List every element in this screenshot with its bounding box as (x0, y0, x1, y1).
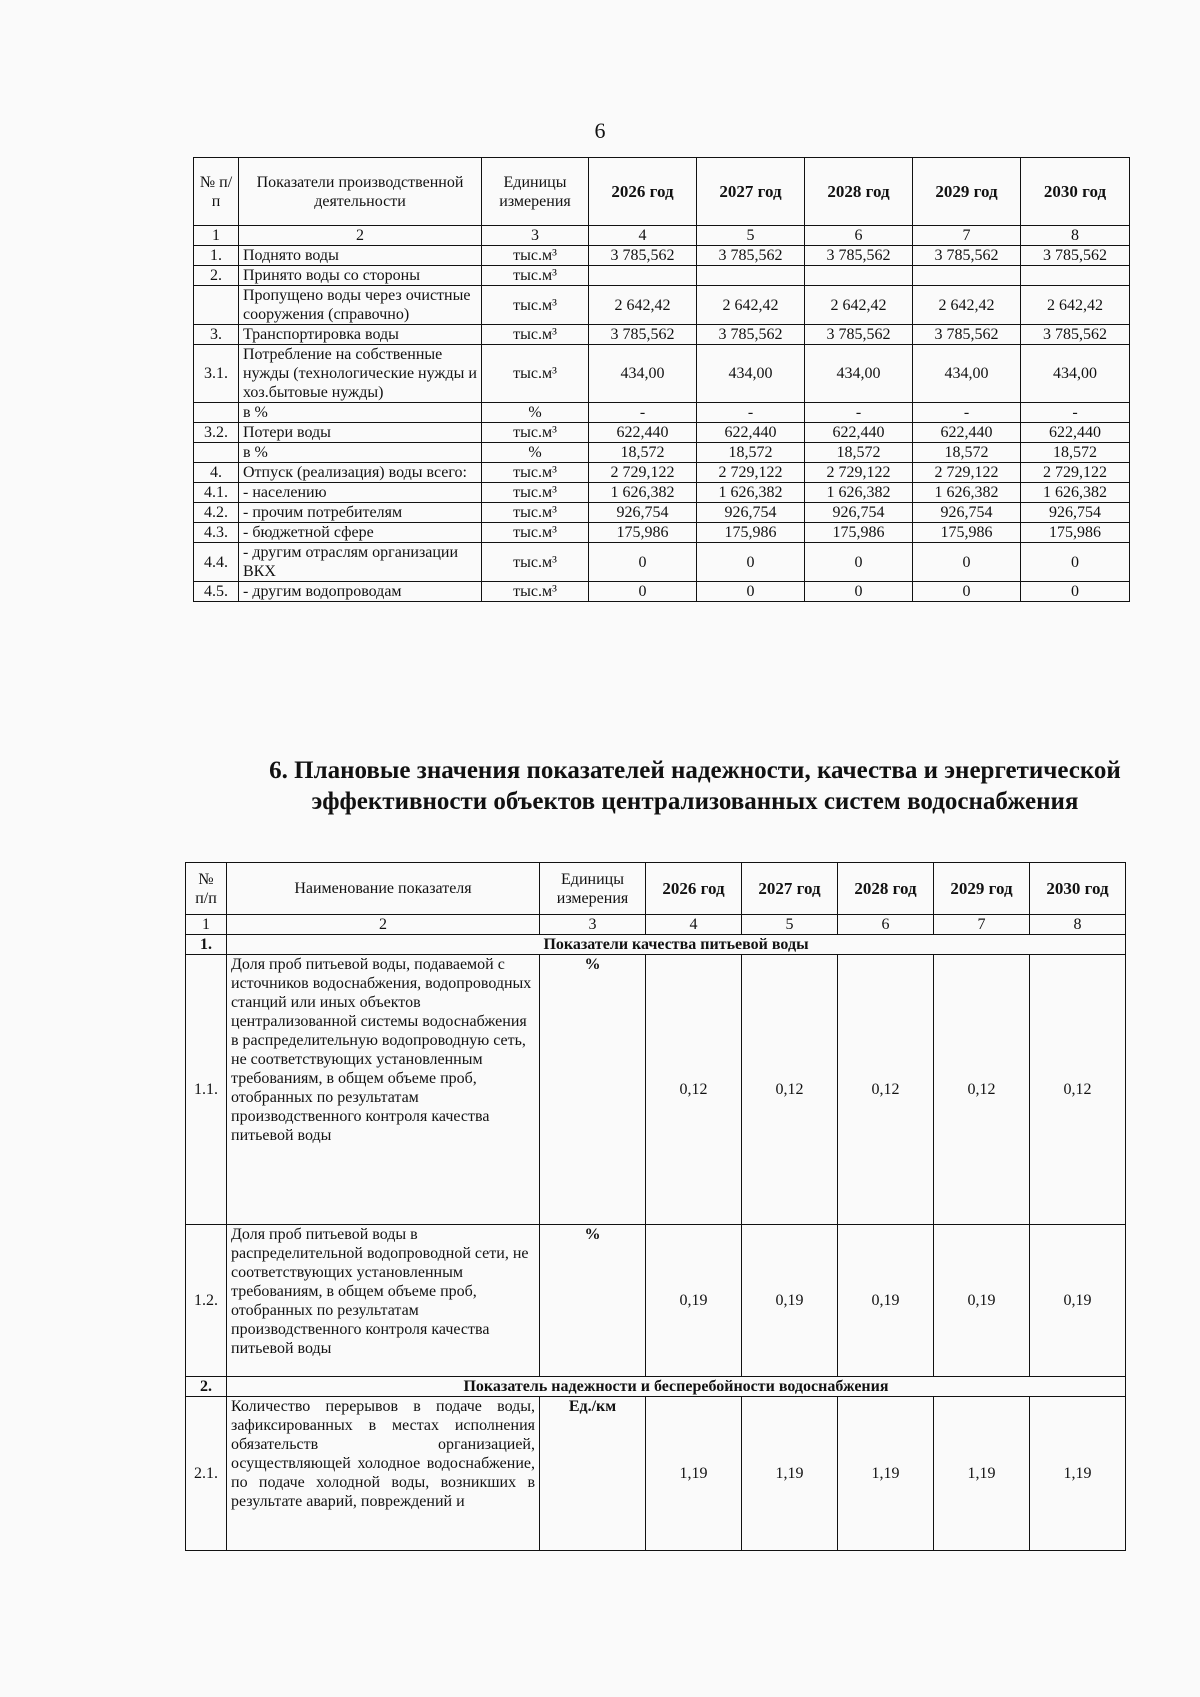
value-2029: 18,572 (913, 443, 1021, 463)
table-row (194, 443, 1130, 463)
value-2027: 1,19 (742, 1397, 838, 1551)
col-number: 3 (540, 915, 646, 935)
value-2028: 175,986 (805, 523, 913, 543)
value-2026: 18,572 (589, 443, 697, 463)
value-2029: 434,00 (913, 345, 1021, 403)
value-2026: 926,754 (589, 503, 697, 523)
row-name: Отпуск (реализация) воды всего: (239, 463, 482, 483)
value-2029: 3 785,562 (913, 325, 1021, 345)
value-2030: 0 (1021, 582, 1130, 602)
row-name: в % (239, 443, 482, 463)
row-num: 2.1. (186, 1397, 227, 1551)
value-2029: 0 (913, 582, 1021, 602)
value-2026: 622,440 (589, 423, 697, 443)
row-name: - прочим потребителям (239, 503, 482, 523)
value-2027: 18,572 (697, 443, 805, 463)
value-2026: 0 (589, 543, 697, 582)
header-2028: 2028 год (805, 158, 913, 226)
table-row (194, 345, 1130, 403)
value-2026: 175,986 (589, 523, 697, 543)
value-2030: 2 729,122 (1021, 463, 1130, 483)
value-2028: 926,754 (805, 503, 913, 523)
value-2029: 1 626,382 (913, 483, 1021, 503)
value-2030: 434,00 (1021, 345, 1130, 403)
value-2026 (589, 266, 697, 286)
row-name: в % (239, 403, 482, 423)
row-name: - другим водопроводам (239, 582, 482, 602)
value-2029: 926,754 (913, 503, 1021, 523)
row-unit: тыс.м³ (482, 286, 589, 325)
row-num (194, 443, 239, 463)
table-row (194, 403, 1130, 423)
row-num: 3.1. (194, 345, 239, 403)
column-number-row (186, 915, 1126, 935)
row-num: 4.3. (194, 523, 239, 543)
value-2027: 2 642,42 (697, 286, 805, 325)
row-unit: % (540, 1225, 646, 1377)
col-number: 8 (1021, 226, 1130, 246)
value-2027 (697, 266, 805, 286)
row-unit: тыс.м³ (482, 246, 589, 266)
reliability-indicators-table (185, 862, 1126, 1551)
header-2030: 2030 год (1021, 158, 1130, 226)
value-2030: 1,19 (1030, 1397, 1126, 1551)
row-name: Принято воды со стороны (239, 266, 482, 286)
header-unit: Единицы измерения (482, 158, 589, 226)
value-2028: 1 626,382 (805, 483, 913, 503)
col-number: 7 (934, 915, 1030, 935)
value-2027: 2 729,122 (697, 463, 805, 483)
row-num: 1. (194, 246, 239, 266)
value-2030: 622,440 (1021, 423, 1130, 443)
value-2027: 622,440 (697, 423, 805, 443)
header-indicator-name: Наименование показателя (227, 863, 540, 915)
value-2029: 1,19 (934, 1397, 1030, 1551)
row-unit: тыс.м³ (482, 543, 589, 582)
value-2026: 3 785,562 (589, 325, 697, 345)
header-2027: 2027 год (742, 863, 838, 915)
header-2029: 2029 год (913, 158, 1021, 226)
value-2029 (913, 266, 1021, 286)
value-2027: 0 (697, 543, 805, 582)
group-row (186, 1377, 1126, 1397)
table-header-row (194, 158, 1130, 226)
production-indicators-table (193, 157, 1130, 602)
value-2028: 0 (805, 582, 913, 602)
row-unit: % (482, 403, 589, 423)
value-2029: 0,12 (934, 955, 1030, 1225)
table-row (194, 582, 1130, 602)
col-number: 3 (482, 226, 589, 246)
row-unit: % (540, 955, 646, 1225)
value-2027: 926,754 (697, 503, 805, 523)
table-row (194, 325, 1130, 345)
value-2029: - (913, 403, 1021, 423)
row-num: 4. (194, 463, 239, 483)
col-number: 6 (805, 226, 913, 246)
row-name: Потребление на собственные нужды (технологические нужды и хоз.бытовые нужды) (239, 345, 482, 403)
value-2026: 1 626,382 (589, 483, 697, 503)
value-2028: 2 729,122 (805, 463, 913, 483)
row-num (194, 403, 239, 423)
value-2028: 3 785,562 (805, 325, 913, 345)
row-name: - населению (239, 483, 482, 503)
value-2026: 1,19 (646, 1397, 742, 1551)
header-num: № п/п (186, 863, 227, 915)
row-name: Поднято воды (239, 246, 482, 266)
value-2026: 2 642,42 (589, 286, 697, 325)
value-2030: 926,754 (1021, 503, 1130, 523)
value-2029: 3 785,562 (913, 246, 1021, 266)
row-num: 4.5. (194, 582, 239, 602)
value-2027: 0,12 (742, 955, 838, 1225)
value-2029: 622,440 (913, 423, 1021, 443)
value-2027: 434,00 (697, 345, 805, 403)
value-2029: 0,19 (934, 1225, 1030, 1377)
value-2029: 2 729,122 (913, 463, 1021, 483)
header-2029: 2029 год (934, 863, 1030, 915)
row-num: 1.2. (186, 1225, 227, 1377)
header-2027: 2027 год (697, 158, 805, 226)
group-num: 1. (186, 935, 227, 955)
value-2027: 0,19 (742, 1225, 838, 1377)
value-2028: 2 642,42 (805, 286, 913, 325)
header-2026: 2026 год (646, 863, 742, 915)
section-title: 6. Плановые значения показателей надежности, качества и энергетической эффективности объектов централизованных систем водоснабжения (269, 757, 1121, 815)
value-2030: 175,986 (1021, 523, 1130, 543)
value-2030: 18,572 (1021, 443, 1130, 463)
table-body (194, 246, 1130, 602)
value-2029: 0 (913, 543, 1021, 582)
value-2027: 1 626,382 (697, 483, 805, 503)
value-2028: 18,572 (805, 443, 913, 463)
row-unit: тыс.м³ (482, 503, 589, 523)
row-num: 4.2. (194, 503, 239, 523)
row-unit: тыс.м³ (482, 483, 589, 503)
value-2027: - (697, 403, 805, 423)
value-2026: 2 729,122 (589, 463, 697, 483)
value-2026: - (589, 403, 697, 423)
col-number: 8 (1030, 915, 1126, 935)
value-2030: 0,19 (1030, 1225, 1126, 1377)
row-unit: тыс.м³ (482, 463, 589, 483)
value-2030: 3 785,562 (1021, 325, 1130, 345)
value-2028: 434,00 (805, 345, 913, 403)
table-row (194, 423, 1130, 443)
value-2030: 3 785,562 (1021, 246, 1130, 266)
value-2027: 3 785,562 (697, 325, 805, 345)
col-number: 1 (186, 915, 227, 935)
row-num: 4.4. (194, 543, 239, 582)
value-2028: 3 785,562 (805, 246, 913, 266)
table-row (194, 463, 1130, 483)
row-unit: тыс.м³ (482, 345, 589, 403)
col-number: 4 (589, 226, 697, 246)
row-name: Количество перерывов в подаче воды, зафиксированных в местах исполнения обязательств организацией, осуществляющей холодное водоснабжение, по подаче холодной воды, возникших в результате аварий, повреждений и (227, 1397, 540, 1551)
row-num: 4.1. (194, 483, 239, 503)
col-number: 1 (194, 226, 239, 246)
col-number: 7 (913, 226, 1021, 246)
value-2030: - (1021, 403, 1130, 423)
row-num (194, 286, 239, 325)
row-num: 3. (194, 325, 239, 345)
value-2027: 0 (697, 582, 805, 602)
value-2028 (805, 266, 913, 286)
header-unit: Единицы измерения (540, 863, 646, 915)
column-number-row (194, 226, 1130, 246)
value-2026: 0,12 (646, 955, 742, 1225)
row-unit: тыс.м³ (482, 523, 589, 543)
group-num: 2. (186, 1377, 227, 1397)
row-name: Доля проб питьевой воды, подаваемой с источников водоснабжения, водопроводных станций или иных объектов централизованной системы водоснабжения в распределительную водопроводную сеть, не соответствующих установленным требованиям, в общем объеме проб, отобранных по результатам производственного контроля качества питьевой воды (227, 955, 540, 1225)
page-number: 6 (594, 118, 606, 143)
row-num: 1.1. (186, 955, 227, 1225)
col-number: 2 (227, 915, 540, 935)
value-2028: 0,12 (838, 955, 934, 1225)
value-2027: 3 785,562 (697, 246, 805, 266)
value-2026: 0,19 (646, 1225, 742, 1377)
table-row (186, 1225, 1126, 1377)
row-unit: Ед./км (540, 1397, 646, 1551)
table-row (194, 266, 1130, 286)
table-row (186, 1397, 1126, 1551)
value-2028: 0,19 (838, 1225, 934, 1377)
value-2028: - (805, 403, 913, 423)
header-2026: 2026 год (589, 158, 697, 226)
value-2027: 175,986 (697, 523, 805, 543)
table-row (194, 503, 1130, 523)
row-name: Пропущено воды через очистные сооружения (справочно) (239, 286, 482, 325)
value-2026: 0 (589, 582, 697, 602)
row-unit: тыс.м³ (482, 325, 589, 345)
value-2030: 0 (1021, 543, 1130, 582)
value-2028: 622,440 (805, 423, 913, 443)
header-num: № п/п (194, 158, 239, 226)
table-row (194, 483, 1130, 503)
col-number: 5 (697, 226, 805, 246)
value-2026: 434,00 (589, 345, 697, 403)
group-title: Показатели качества питьевой воды (227, 935, 1126, 955)
row-name: - бюджетной сфере (239, 523, 482, 543)
row-name: Транспортировка воды (239, 325, 482, 345)
row-unit: тыс.м³ (482, 423, 589, 443)
row-unit: тыс.м³ (482, 266, 589, 286)
value-2028: 1,19 (838, 1397, 934, 1551)
row-unit: % (482, 443, 589, 463)
row-num: 2. (194, 266, 239, 286)
value-2030 (1021, 266, 1130, 286)
value-2030: 0,12 (1030, 955, 1126, 1225)
col-number: 4 (646, 915, 742, 935)
value-2029: 2 642,42 (913, 286, 1021, 325)
header-indicator: Показатели производственной деятельности (239, 158, 482, 226)
value-2030: 1 626,382 (1021, 483, 1130, 503)
table-row (194, 286, 1130, 325)
value-2030: 2 642,42 (1021, 286, 1130, 325)
row-unit: тыс.м³ (482, 582, 589, 602)
table-row (194, 246, 1130, 266)
row-name: - другим отраслям организации ВКХ (239, 543, 482, 582)
col-number: 6 (838, 915, 934, 935)
col-number: 2 (239, 226, 482, 246)
row-name: Потери воды (239, 423, 482, 443)
col-number: 5 (742, 915, 838, 935)
row-name: Доля проб питьевой воды в распределительной водопроводной сети, не соответствующих установленным требованиям, в общем объеме проб, отобранных по результатам производственного контроля качества питьевой воды (227, 1225, 540, 1377)
row-num: 3.2. (194, 423, 239, 443)
value-2028: 0 (805, 543, 913, 582)
header-2028: 2028 год (838, 863, 934, 915)
value-2026: 3 785,562 (589, 246, 697, 266)
table-row (194, 523, 1130, 543)
table-header-row (186, 863, 1126, 915)
table-row (186, 955, 1126, 1225)
group-row (186, 935, 1126, 955)
value-2029: 175,986 (913, 523, 1021, 543)
group-title: Показатель надежности и бесперебойности водоснабжения (227, 1377, 1126, 1397)
header-2030: 2030 год (1030, 863, 1126, 915)
table-row (194, 543, 1130, 582)
